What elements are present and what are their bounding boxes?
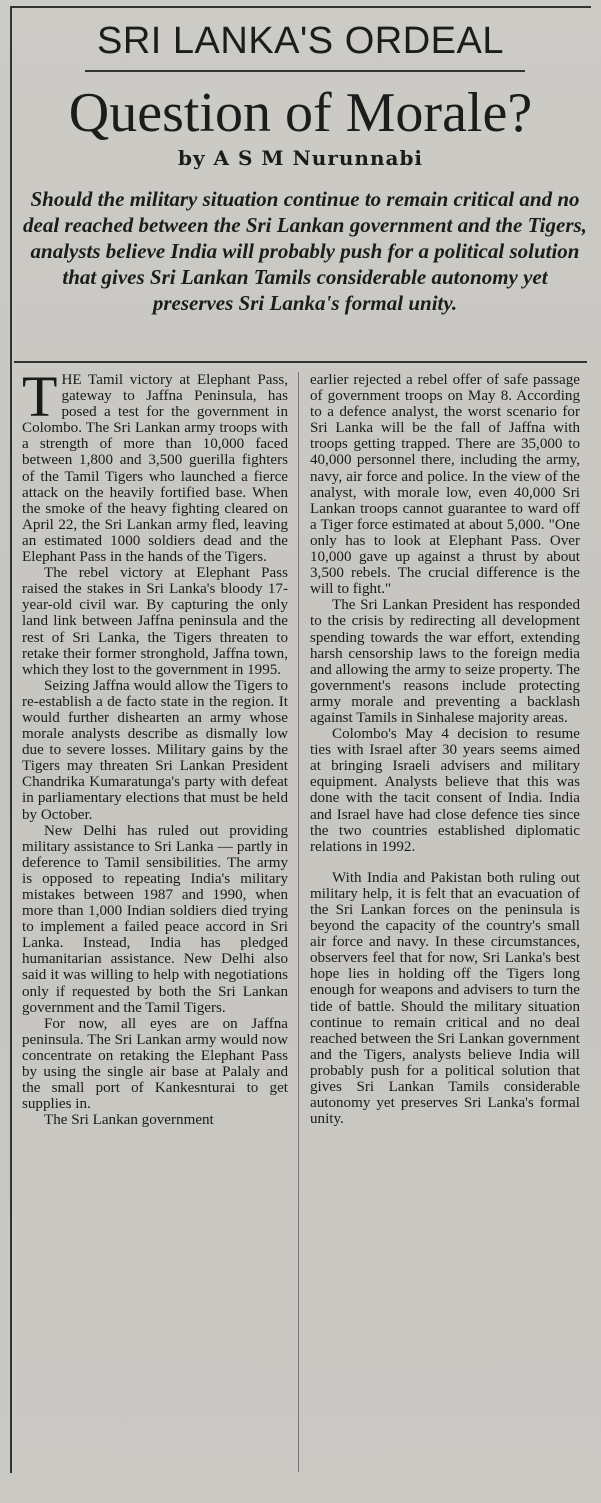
body-paragraph: Seizing Jaffna would allow the Tigers to re-establish a de facto state in the region. It would further dishearten an army whose morale analysts describe as dismally low due to severe losses. Military gains by the Tigers may threaten Sri Lankan President Chandrika Kumaratunga's party with defeat in parliamentary elections that must be held by October. — [22, 677, 288, 823]
article-headline: Question of Morale? — [68, 82, 533, 144]
column-rule — [298, 372, 299, 1472]
left-rule — [10, 6, 12, 1473]
body-paragraph: The Sri Lankan government — [44, 1112, 214, 1129]
drop-cap: T — [22, 364, 58, 429]
deck-divider — [14, 361, 587, 363]
body-paragraph: The rebel victory at Elephant Pass raised the stakes in Sri Lanka's bloody 17-year-old civil war. By capturing the only land link between Jaffna peninsula and the rest of Sri Lanka, the Tigers threaten to retake their former stronghold, Jaffna town, which they lost to the government in 1995. — [22, 565, 288, 678]
body-column-right — [310, 372, 580, 1127]
body-column-left — [22, 364, 288, 1129]
top-rule — [10, 6, 591, 8]
body-paragraph: The Sri Lankan President has responded to the crisis by redirecting all development spending towards the war effort, extending harsh censorship laws to the foreign media and allowing the army to seize property. The government's reasons include protecting army morale and preventing a backlash against Tamils in Sinhalese majority areas. — [310, 597, 580, 726]
article-byline: by A S M Nurunnabi — [177, 146, 424, 170]
body-paragraph — [22, 364, 288, 566]
body-paragraph: New Delhi has ruled out providing military assistance to Sri Lanka — partly in deference to Tamil sensibilities. The army is opposed to repeating India's military mistakes between 1987 and 1990, when more than 1,000 Indian soldiers died trying to implement a failed peace accord in Sri Lanka. Instead, India has pledged humanitarian assistance. New Delhi also said it was willing to help with negotiations only if requested by both the Sri Lankan government and the Tamil Tigers. — [22, 822, 288, 1016]
body-paragraph: For now, all eyes are on Jaffna peninsula. The Sri Lankan army would now concentrate on retaking the Elephant Pass by using the single air base at Palaly and the small port of Kankesnturai to get supplies in. — [22, 1015, 288, 1113]
body-paragraph: Colombo's May 4 decision to resume ties with Israel after 30 years seems aimed at bringing Israeli advisers and military equipment. Analysts believe that this was done with the tacit consent of India. India and Israel have had close defence ties since the two countries established diplomatic relations in 1992. — [310, 726, 580, 855]
article-deck: Should the military situation continue to remain critical and no deal reached between the Sri Lankan government and the Tigers, analysts believe India will probably push for a political solution that gives Sri Lankan Tamils considerable autonomy yet preserves Sri Lanka's formal unity. — [23, 187, 587, 315]
body-paragraph: With India and Pakistan both ruling out military help, it is felt that an evacuation of the Sri Lankan forces on the peninsula is beyond the capacity of the country's small air force and navy. In these circumstances, observers feel that for now, Sri Lanka's best hope lies in holding off the Tigers long enough for weapons and advisers to turn the tide of battle. Should the military situation continue to remain critical and no deal reached between the Sri Lankan government and the Tigers, analysts believe India will probably push for a political solution that gives Sri Lankan Tamils considerable autonomy yet preserves Sri Lanka's formal unity. — [310, 869, 580, 1128]
paragraph-text: HE Tamil victory at Elephant Pass, gateway to Jaffna Peninsula, has posed a test for the government in Colombo. The Sri Lankan army troops with a strength of more than 10,000 faced between 1,800 and 3,500 guerilla fighters of the Tamil Tigers who launched a fierce attack on the heavily fortified base. When the smoke of the heavy fighting cleared on April 22, the Sri Lankan army fled, leaving an estimated 1000 soldiers dead and the Elephant Pass in the hands of the Tigers. — [22, 372, 288, 566]
kicker-underline — [85, 70, 525, 72]
article-kicker: SRI LANKA'S ORDEAL — [97, 20, 504, 62]
body-paragraph: earlier rejected a rebel offer of safe passage of government troops on May 8. According to a defence analyst, the worst scenario for Sri Lanka will be the fall of Jaffna with troops getting trapped. There are 35,000 to 40,000 personnel there, including the army, navy, air force and police. In the view of the analyst, with morale low, even 40,000 Sri Lankan troops cannot guarantee to ward off a Tiger force estimated at about 5,000. "One only has to look at Elephant Pass. Over 10,000 gave up against a thrust by about 3,500 rebels. The crucial difference is the will to fight." — [310, 372, 580, 598]
